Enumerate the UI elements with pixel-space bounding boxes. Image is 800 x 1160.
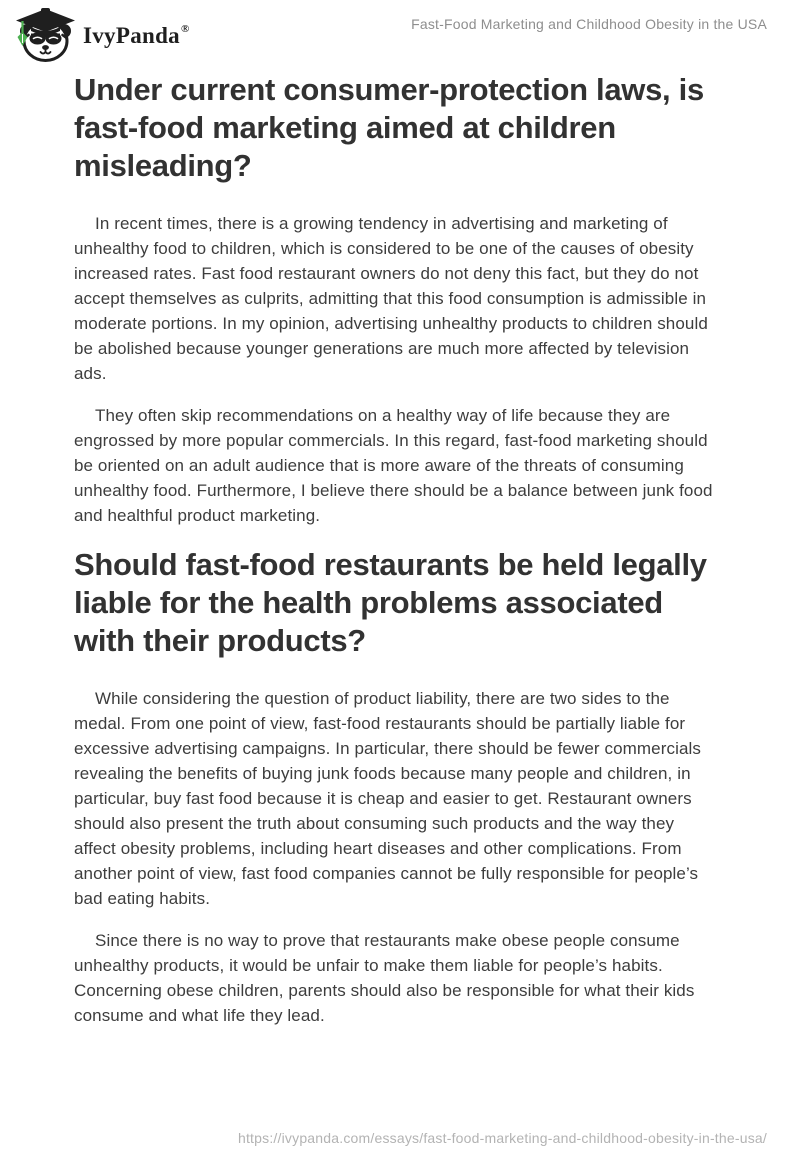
page-header [0, 0, 800, 62]
registered-trademark: ® [180, 23, 190, 36]
brand-wordmark [83, 24, 189, 47]
paragraph-4: Since there is no way to prove that restaurants make obese people consume unhealthy products, it would be unfair to make them liable for people’s habits. Concerning obese children, parents should also be responsible for what their kids consume and what life they lead. [74, 931, 695, 1025]
brand [14, 7, 189, 62]
document-title: Fast-Food Marketing and Childhood Obesity in the USA [411, 16, 767, 32]
brand-name: IvyPanda [83, 23, 180, 48]
essay-content [0, 71, 800, 1028]
paragraph-2: They often skip recommendations on a healthy way of life because they are engrossed by more popular commercials. In this regard, fast-food marketing should be oriented on an adult audience that is more aware of the threats of consuming unhealthy food. Furthermore, I believe there should be a balance between junk food and healthful product marketing. [74, 406, 713, 525]
section-heading-2: Should fast-food restaurants be held legally liable for the health problems associated with their products? [74, 547, 707, 658]
paragraph-3: While considering the question of product liability, there are two sides to the medal. From one point of view, fast-food restaurants should be partially liable for excessive advertising campaigns. In particular, there should be fewer commercials revealing the benefits of buying junk foods because many people and children, in particular, buy fast food because it is cheap and easier to get. Restaurant owners should also present the truth about consuming such products and the way they affect obesity problems, including heart diseases and other complications. From another point of view, fast food companies cannot be fully responsible for people’s bad eating habits. [74, 689, 701, 908]
section-heading-1: Under current consumer-protection laws, is fast-food marketing aimed at children misleading? [74, 72, 704, 183]
source-url: https://ivypanda.com/essays/fast-food-marketing-and-childhood-obesity-in-the-usa/ [237, 1130, 767, 1146]
paragraph-1: In recent times, there is a growing tendency in advertising and marketing of unhealthy food to children, which is considered to be one of the causes of obesity increased rates. Fast food restaurant owners do not deny this fact, but they do not accept themselves as culprits, admitting that this food consumption is admissible in moderate portions. In my opinion, advertising unhealthy products to children should be abolished because younger generations are much more affected by television ads. [74, 214, 708, 383]
panda-graduation-cap-icon [14, 7, 76, 62]
